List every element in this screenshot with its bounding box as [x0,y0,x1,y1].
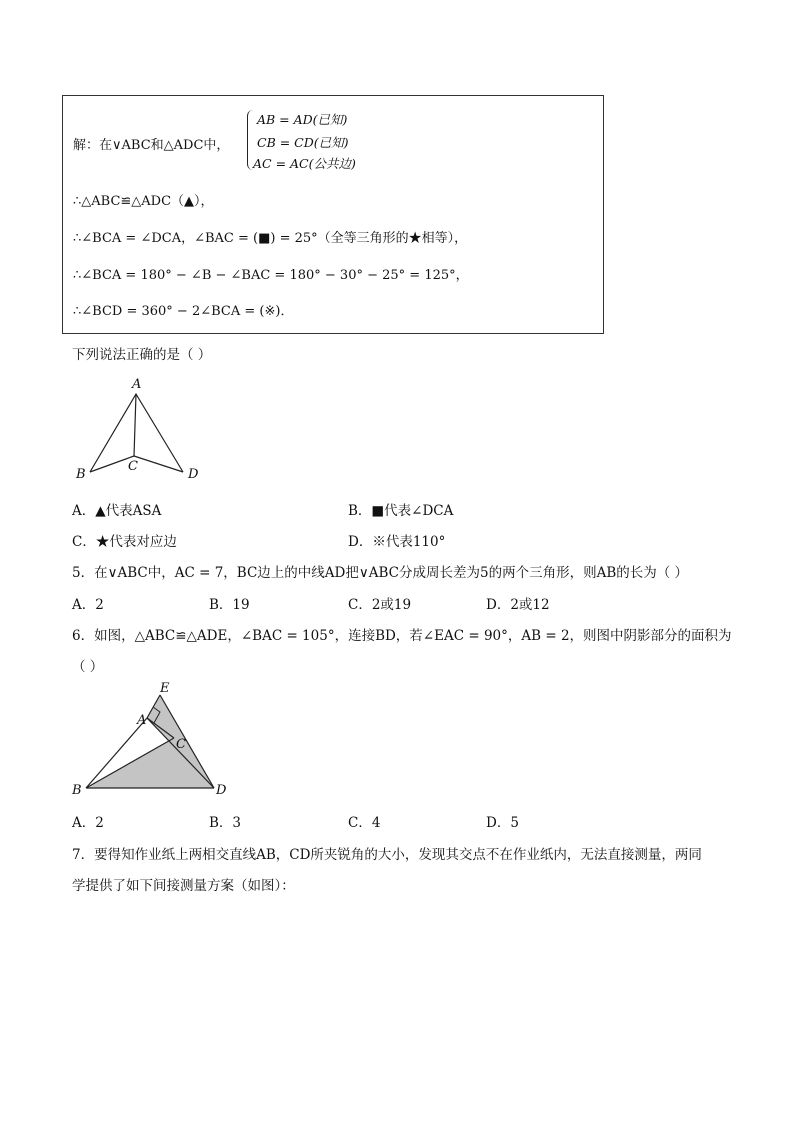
q4-label-d: D [188,467,199,482]
q4-option-b: B．■代表∠DCA [348,503,454,519]
q4-figure [70,372,220,484]
proof-step-2: ∴∠BCA = ∠DCA，∠BAC = (■) = 25°（全等三角形的★相等）， [73,231,468,246]
q6-option-a: A．2 [72,815,104,831]
q4-option-c: C．★代表对应边 [72,534,177,550]
q4-label-b: B [76,467,86,482]
q6-label-a: A [137,713,147,728]
proof-intro: 解：在∨ABC和△ADC中， [73,138,230,153]
q7-line-2: 学提供了如下间接测量方案（如图）： [72,878,295,894]
q4-option-d: D．※代表110° [348,534,446,550]
condition-2: CB = CD(已知) [257,135,349,150]
q4-segment-ac [134,394,136,456]
q7-line-1: 7．要得知作业纸上两相交直线AB，CD所夹锐角的大小，发现其交点不在作业纸内，无法直接测量，两同 [72,847,702,863]
condition-3: AC = AC(公共边) [253,156,356,171]
q6-label-e: E [160,681,170,696]
q6-label-b: B [72,783,82,798]
proof-box [62,95,604,334]
proof-step-1: ∴△ABC≌△ADC（▲）， [73,194,214,209]
proof-step-3: ∴∠BCA = 180° − ∠B − ∠BAC = 180° − 30° − 25° = 125°， [73,268,469,283]
q6-stem-line-1: 6．如图，△ABC≌△ADE，∠BAC = 105°，连接BD，若∠EAC = 90°，AB = 2，则图中阴影部分的面积为 [72,628,732,644]
q5-option-d: D．2或12 [486,597,550,613]
q6-figure [64,680,244,800]
q6-stem-line-2: （ ） [72,659,104,675]
q5-option-b: B．19 [209,597,250,613]
q4-stem: 下列说法正确的是（ ） [72,347,212,363]
proof-step-4: ∴∠BCD = 360° − 2∠BCA = (※)． [73,304,294,319]
q6-option-c: C．4 [348,815,381,831]
q5-option-c: C．2或19 [348,597,412,613]
q6-label-d: D [216,783,227,798]
q6-label-c: C [176,737,186,752]
q5-stem: 5．在∨ABC中，AC = 7，BC边上的中线AD把∨ABC分成周长差为5的两个三角形，则AB的长为（ ） [72,565,689,581]
q5-option-a: A．2 [72,597,104,613]
q4-option-a: A．▲代表ASA [72,503,162,519]
q4-segment-cd [134,456,183,472]
condition-1: AB = AD(已知) [257,112,348,127]
q4-label-c: C [128,459,138,474]
q4-label-a: A [132,377,142,392]
q6-option-d: D．5 [486,815,519,831]
q6-option-b: B．3 [209,815,242,831]
